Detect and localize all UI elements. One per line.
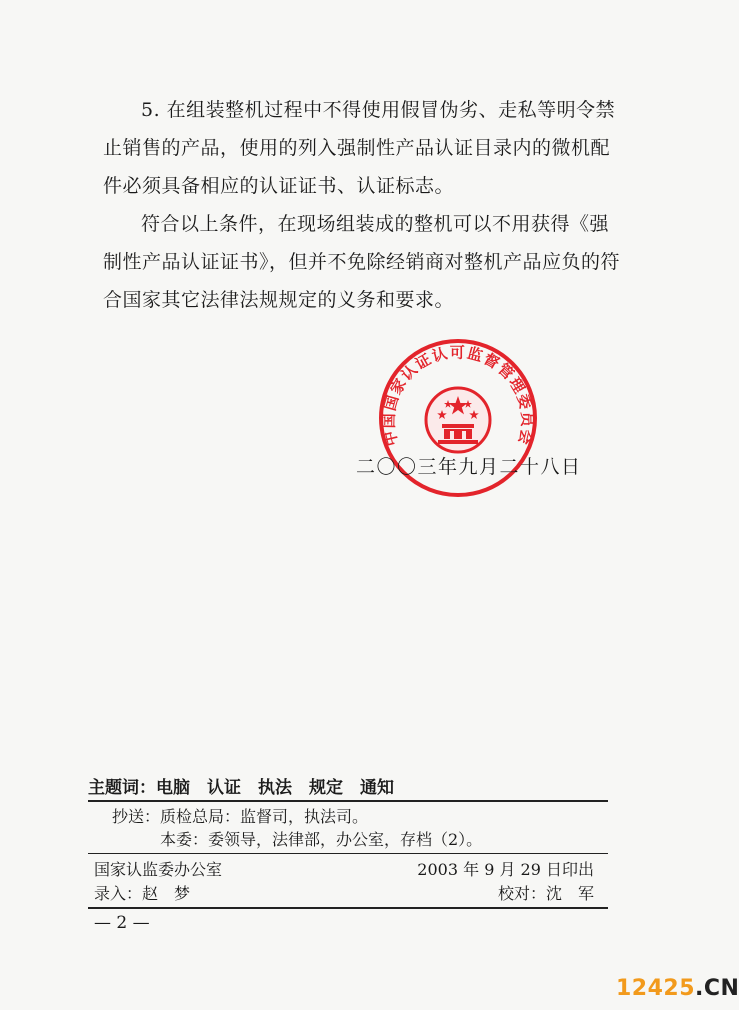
issuer-block — [88, 858, 608, 906]
subject-keywords: 主题词：电脑 认证 执法 规定 通知 — [88, 778, 394, 798]
cc-line-2: 本委：委领导，法律部，办公室，存档（2）。 — [160, 830, 483, 849]
watermark-domain: .CN — [695, 976, 739, 1001]
cc-line-1: 抄送：质检总局：监督司，执法司。 — [112, 807, 369, 826]
divider-rule — [88, 800, 608, 802]
body-paragraph-1: 5. 在组装整机过程中不得使用假冒伪劣、走私等明令禁止销售的产品，使用的列入强制性产品认证目录内的微机配件必须具备相应的认证证书、认证标志。 — [103, 99, 616, 197]
site-watermark — [616, 976, 739, 1001]
watermark-number: 12425 — [616, 976, 696, 1001]
cc-block — [88, 805, 608, 851]
issuing-office: 国家认监委办公室 — [94, 860, 223, 879]
page-number: — 2 — — [94, 913, 150, 933]
national-emblem-icon — [426, 388, 490, 452]
print-date: 2003 年 9 月 29 日印出 — [417, 860, 594, 879]
entry-clerk: 录入：赵 梦 — [94, 884, 191, 903]
proofreader: 校对：沈 军 — [497, 884, 594, 903]
divider-rule — [88, 907, 608, 909]
issue-date: 二〇〇三年九月二十八日 — [356, 456, 582, 478]
divider-rule — [88, 853, 608, 854]
seal-text: 中国国家认证认可监督管理委员会 — [379, 343, 537, 448]
body-paragraph-2: 符合以上条件，在现场组装成的整机可以不用获得《强制性产品认证证书》，但并不免除经销商对整机产品应负的符合国家其它法律法规规定的义务和要求。 — [103, 213, 621, 311]
